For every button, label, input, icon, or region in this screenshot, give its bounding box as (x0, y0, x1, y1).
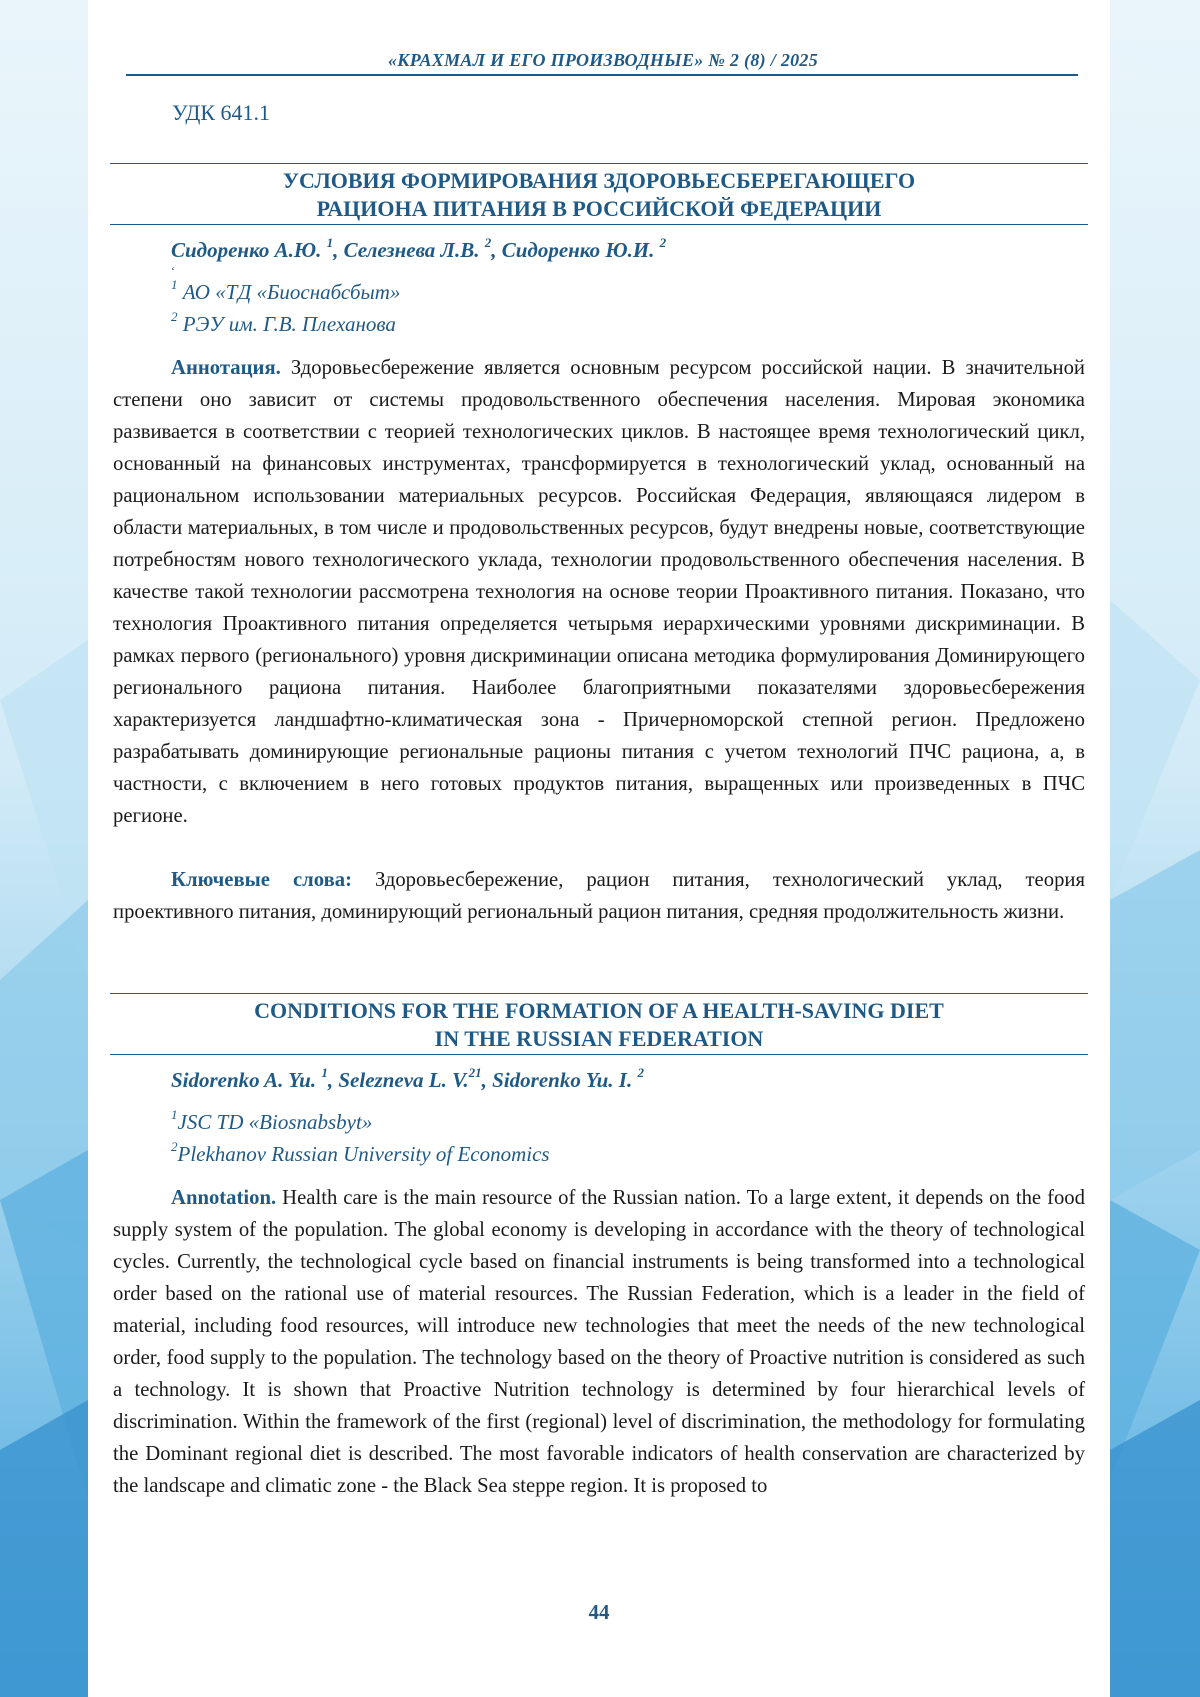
affil-mark: 1 (171, 277, 178, 292)
affil-text: JSC TD «Biosnabsbyt» (178, 1110, 373, 1134)
page-number: 44 (88, 1600, 1110, 1625)
title-rule-bottom-en (110, 1054, 1088, 1055)
title-line: IN THE RUSSIAN FEDERATION (110, 1025, 1088, 1053)
header-rule (126, 74, 1078, 76)
stray-mark: ‘ (171, 264, 175, 279)
author-affil-mark: 1 (327, 235, 334, 250)
author-separator: , (328, 1068, 339, 1092)
affil-mark: 2 (171, 1139, 178, 1154)
article-title-ru (110, 167, 1088, 223)
author-name: Sidorenko Yu. I. (492, 1068, 632, 1092)
author-name: Сидоренко Ю.И. (502, 238, 655, 262)
title-rule-top-en (110, 993, 1088, 994)
author-affil-mark: 2 (637, 1065, 644, 1080)
article-title-en (110, 997, 1088, 1053)
author-name: Селезнева Л.В. (344, 238, 480, 262)
abstract-ru (113, 352, 1085, 832)
affil-text: Plekhanov Russian University of Economics (178, 1142, 550, 1166)
affil-mark: 1 (171, 1107, 178, 1122)
affil-text: АО «ТД «Биоснабсбыт» (183, 280, 401, 304)
journal-page (88, 0, 1110, 1697)
title-line: УСЛОВИЯ ФОРМИРОВАНИЯ ЗДОРОВЬЕСБЕРЕГАЮЩЕГО (110, 167, 1088, 195)
affiliation-ru-1 (171, 280, 400, 305)
affiliation-en-2 (171, 1142, 550, 1167)
author-affil-mark: 1 (321, 1065, 328, 1080)
abstract-label-ru: Аннотация. (171, 357, 281, 379)
title-line: CONDITIONS FOR THE FORMATION OF A HEALTH-SAVING DIET (110, 997, 1088, 1025)
abstract-en (113, 1182, 1085, 1502)
affil-mark: 2 (171, 309, 178, 324)
author-affil-mark: 21 (469, 1065, 482, 1080)
authors-en (171, 1068, 644, 1093)
author-separator: , (333, 238, 344, 262)
author-separator: , (491, 238, 502, 262)
keywords-ru (113, 864, 1085, 928)
author-name: Sidorenko A. Yu. (171, 1068, 316, 1092)
abstract-label-en: Annotation. (171, 1187, 276, 1209)
author-name: Сидоренко А.Ю. (171, 238, 321, 262)
udk-code: УДК 641.1 (172, 100, 270, 126)
authors-ru (171, 238, 666, 263)
affiliation-ru-2 (171, 312, 396, 337)
affil-text: РЭУ им. Г.В. Плеханова (183, 312, 396, 336)
abstract-text-en: Health care is the main resource of the Russian nation. To a large extent, it depends on the food supply system of the population. The global economy is developing in accordance with the theory of technological cycles. Currently, the technological cycle based on financial instruments is being transformed into a technological order based on the rational use of material resources. The Russian Federation, which is a leader in the field of material, including food resources, will introduce new technologies that meet the needs of the new technological order, food supply to the population. The technology based on the theory of Proactive nutrition is considered as such a technology. It is shown that Proactive Nutrition technology is determined by four hierarchical levels of discrimination. Within the framework of the first (regional) level of discrimination, the methodology for formulating the Dominant regional diet is described. The most favorable indicators of health conservation are characterized by the landscape and climatic zone - the Black Sea steppe region. It is proposed to (113, 1187, 1085, 1497)
title-rule-top-ru (110, 163, 1088, 164)
keywords-label-ru: Ключевые слова: (171, 869, 352, 891)
running-title: «КРАХМАЛ И ЕГО ПРОИЗВОДНЫЕ» № 2 (8) / 2025 (128, 50, 1078, 71)
author-name: Selezneva L. V. (338, 1068, 468, 1092)
author-affil-mark: 2 (660, 235, 667, 250)
author-affil-mark: 2 (485, 235, 492, 250)
abstract-text-ru: Здоровьесбережение является основным ресурсом российской нации. В значительной степени оно зависит от системы продовольственного обеспечения населения. Мировая экономика развивается в соответствии с теорией технологических циклов. В настоящее время технологический цикл, основанный на финансовых инструментах, трансформируется в технологический уклад, основанный на рациональном использовании материальных ресурсов. Российская Федерация, являющаяся лидером в области материальных, в том числе и продовольственных ресурсов, будут внедрены новые, соответствующие потребностям нового технологического уклада, технологии продовольственного обеспечения населения. В качестве такой технологии рассмотрена технология на основе теории Проактивного питания. Показано, что технология Проактивного питания определяется четырьмя иерархическими уровнями дискриминации. В рамках первого (регионального) уровня дискриминации описана методика формулирования Доминирующего регионального рациона питания. Наиболее благоприятными показателями здоровьесбережения характеризуется ландшафтно-климатическая зона - Причерноморской степной регион. Предложено разрабатывать доминирующие региональные рационы питания с учетом технологий ПЧС рациона, а, в частности, с включением в него готовых продуктов питания, выращенных или произведенных в ПЧС регионе. (113, 357, 1085, 827)
author-separator: , (482, 1068, 493, 1092)
affiliation-en-1 (171, 1110, 372, 1135)
title-rule-bottom-ru (110, 224, 1088, 225)
title-line: РАЦИОНА ПИТАНИЯ В РОССИЙСКОЙ ФЕДЕРАЦИИ (110, 195, 1088, 223)
keywords-text-ru: Здоровьесбережение, рацион питания, технологический уклад, теория проективного питания, доминирующий региональный рацион питания, средняя продолжительность жизни. (113, 869, 1085, 923)
